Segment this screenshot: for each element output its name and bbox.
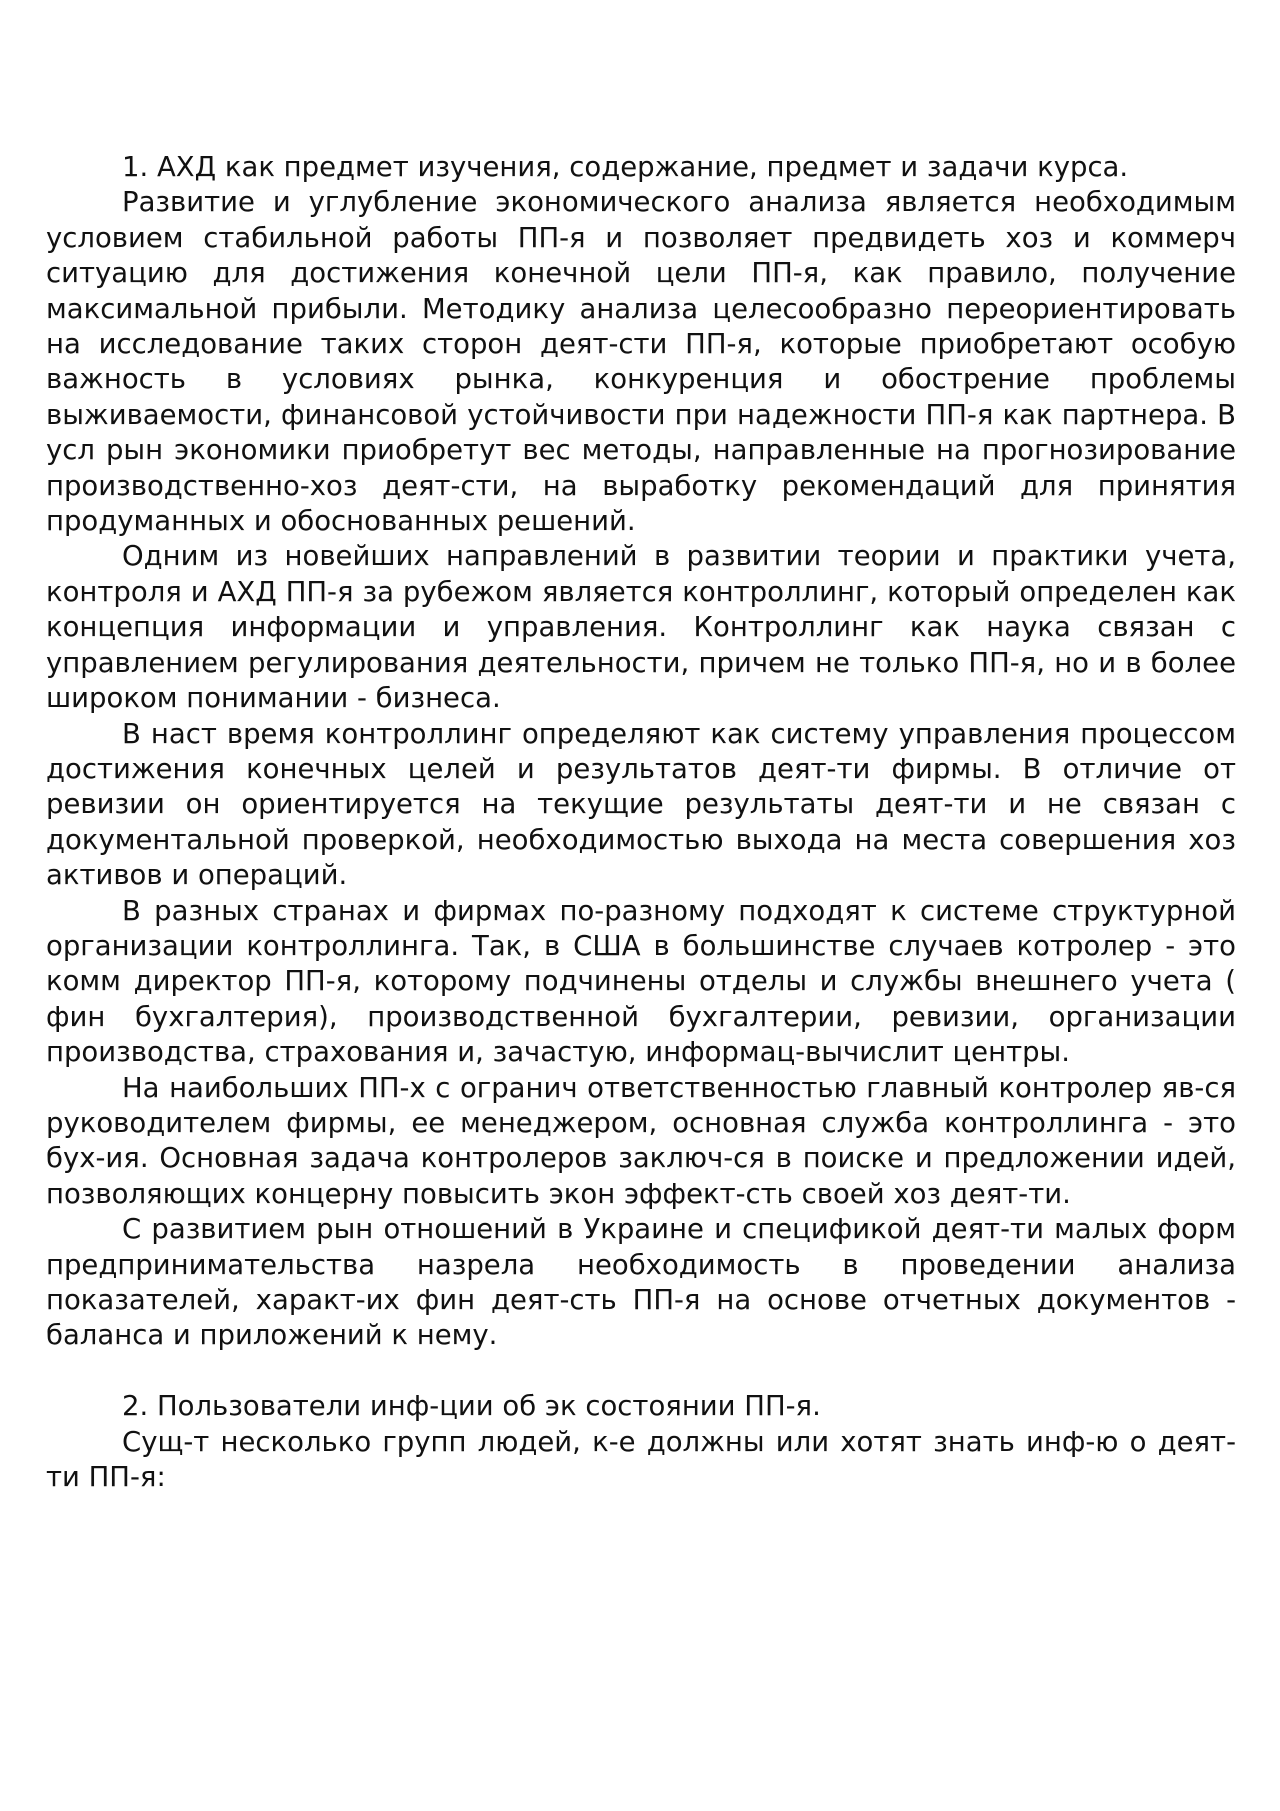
section-2-heading: 2. Пользователи инф-ции об эк состоянии ПП-я. — [122, 1390, 821, 1423]
document-page — [46, 150, 1236, 1495]
section-1-paragraph-6: С развитием рын отношений в Украине и спецификой деят-ти малых форм предпринимательства назрела необходимость в проведении анализа показателей, характ-их фин деят-сть ПП-я на основе отчетных документов - баланса и приложений к нему. — [46, 1213, 1236, 1352]
section-1-heading: 1. АХД как предмет изучения, содержание, предмет и задачи курса. — [122, 151, 1129, 183]
section-1-paragraph-2: Одним из новейших направлений в развитии теории и практики учета, контроля и АХД ПП-я за рубежом является контроллинг, который определен как концепция информации и управления. Контроллинг как наука связан с управлением регулирования деятельности, причем не только ПП-я, но и в более широком понимании - бизнеса. — [46, 540, 1236, 715]
section-1-paragraph-1: Развитие и углубление экономического анализа является необходимым условием стабильной работы ПП-я и позволяет предвидеть хоз и коммерч ситуацию для достижения конечной цели ПП-я, как правило, получение максимальной прибыли. Методику анализа целесообразно переориентировать на исследование таких сторон деят-сти ПП-я, которые приобретают особую важность в условиях рынка, конкуренция и обострение проблемы выживаемости, финансовой устойчивости при надежности ПП-я как партнера. В усл рын экономики приобретут вес методы, направленные на прогнозирование производственно-хоз деят-сти, на выработку рекомендаций для принятия продуманных и обоснованных решений. — [46, 186, 1236, 538]
section-2-paragraph-1: Сущ-т несколько групп людей, к-е должны или хотят знать инф-ю о деят-ти ПП-я: — [46, 1425, 1236, 1494]
section-1-paragraph-3: В наст время контроллинг определяют как систему управления процессом достижения конечных целей и результатов деят-ти фирмы. В отличие от ревизии он ориентируется на текущие результаты деят-ти и не связан с документальной проверкой, необходимостью выхода на места совершения хоз активов и операций. — [46, 717, 1236, 892]
section-1-paragraph-4: В разных странах и фирмах по-разному подходят к системе структурной организации контроллинга. Так, в США в большинстве случаев котролер - это комм директор ПП-я, которому подчинены отделы и службы внешнего учета ( фин бухгалтерия), производственной бухгалтерии, ревизии, организации производства, страхования и, зачастую, информац-вычислит центры. — [46, 894, 1236, 1069]
blank-line — [46, 1354, 1236, 1389]
section-1-paragraph-5: На наибольших ПП-х с огранич ответственностью главный контролер яв-ся руководителем фирмы, ее менеджером, основная служба контроллинга - это бух-ия. Основная задача контролеров заключ-ся в поиске и предложении идей, позволяющих концерну повысить экон эффект-сть своей хоз деят-ти. — [46, 1071, 1236, 1210]
